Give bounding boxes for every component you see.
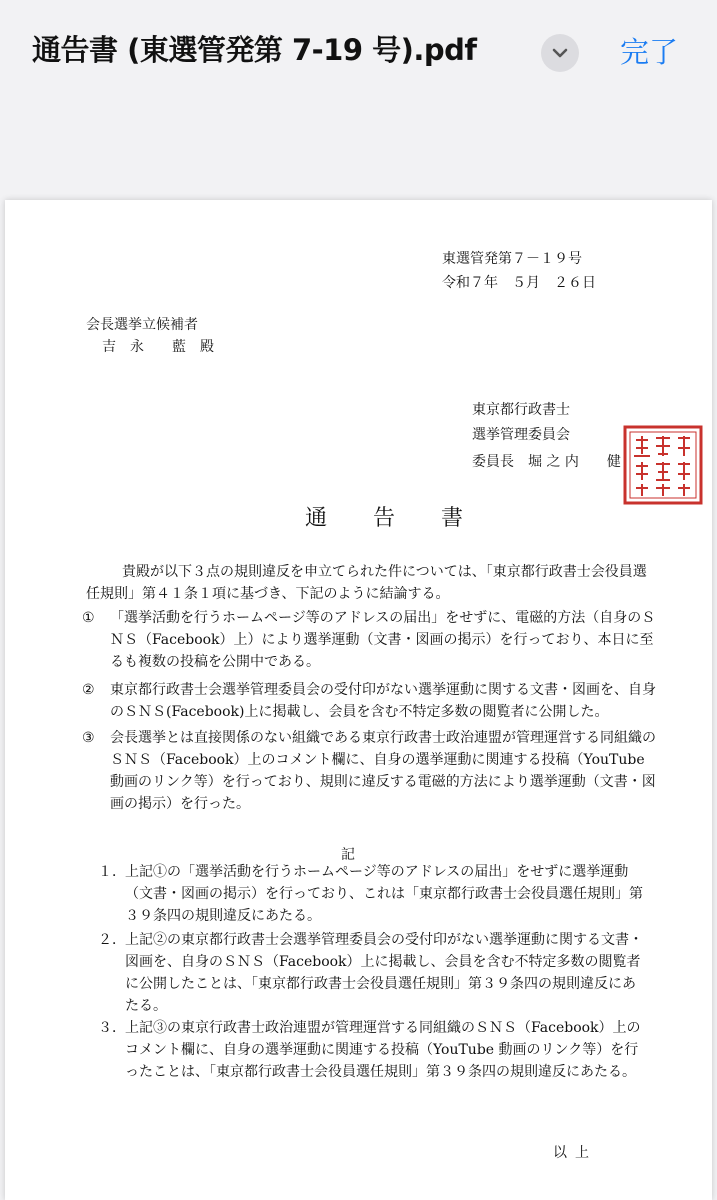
item-marker: ② — [82, 682, 95, 698]
violation-item — [82, 679, 656, 723]
item-text: 「選挙活動を行うホームページ等のアドレスの届出」をせずに、電磁的方法（自身のＳＮＳ（Facebook）上）により選挙運動（文書・図画の掲示）を行っており、本日に至るも複数の投稿を公開中である。 — [110, 610, 656, 670]
issuer-organization: 東京都行政書士 — [472, 402, 570, 418]
document-title: 通告書 (東選管発第 7-19 号).pdf — [32, 33, 477, 67]
official-seal — [622, 424, 704, 506]
item-text: 上記①の「選挙活動を行うホームページ等のアドレスの届出」をせずに選挙運動（文書・図画の掲示）を行っており、これは「東京都行政書士会役員選任規則」第３９条四の規則違反にあたる。 — [125, 864, 643, 924]
item-marker: ① — [82, 610, 95, 626]
chevron-down-icon — [552, 47, 568, 59]
addressee-name: 吉 永 藍 殿 — [102, 339, 214, 355]
item-text: 上記③の東京行政書士政治連盟が管理運営する同組織のＳＮＳ（Facebook）上のコメント欄に、自身の選挙運動に関連する投稿（YouTube 動画のリンク等）を行ったことは、「東京都行政書士会役員選任規則」第３９条四の規則違反にあたる。 — [125, 1020, 641, 1080]
conclusion-item — [98, 1017, 644, 1083]
item-marker: ３． — [98, 1020, 126, 1036]
done-button[interactable]: 完了 — [620, 35, 679, 69]
conclusion-item — [98, 861, 644, 927]
issuer-chairperson: 委員長 堀 之 内 健 — [472, 454, 621, 470]
item-marker: ２． — [98, 932, 126, 948]
violation-item — [82, 727, 656, 815]
item-text: 東京都行政書士会選挙管理委員会の受付印がない選挙運動に関する文書・図画を、自身のＳＮＳ(Facebook)上に掲載し、会員を含む不特定多数の閲覧者に公開した。 — [110, 682, 656, 720]
item-marker: ③ — [82, 730, 95, 746]
document-heading: 通 告 書 — [305, 506, 476, 531]
item-text: 上記②の東京都行政書士会選挙管理委員会の受付印がない選挙運動に関する文書・図画を、自身のＳＮＳ（Facebook）上に掲載し、会員を含む不特定多数の閲覧者に公開したことは、「東京都行政書士会役員選任規則」第３９条四の規則違反にあたる。 — [125, 932, 643, 1014]
navigation-bar — [0, 0, 717, 105]
issuer-committee: 選挙管理委員会 — [472, 427, 570, 443]
item-marker: １． — [98, 864, 126, 880]
closing-mark: 以上 — [553, 1145, 597, 1161]
intro-paragraph: 貴殿が以下３点の規則違反を申立てられた件については、「東京都行政書士会役員選任規則」第４１条１項に基づき、下記のように結論する。 — [86, 564, 647, 602]
document-number: 東選管発第７－１９号 — [442, 251, 582, 267]
conclusion-item — [98, 929, 644, 1017]
ki-heading: 記 — [341, 847, 355, 863]
pdf-page[interactable] — [5, 200, 712, 1200]
item-text: 会長選挙とは直接関係のない組織である東京行政書士政治連盟が管理運営する同組織のＳＮＳ（Facebook）上のコメント欄に、自身の選挙運動に関連する投稿（YouTube 動画のリンク等）を行っており、規則に違反する電磁的方法により選挙運動（文書・図画の掲示）を行った。 — [110, 730, 656, 812]
violation-item — [82, 607, 656, 673]
title-menu-button[interactable] — [541, 34, 579, 72]
addressee-title: 会長選挙立候補者 — [86, 317, 198, 333]
document-date: 令和７年 ５月 ２６日 — [442, 275, 596, 291]
